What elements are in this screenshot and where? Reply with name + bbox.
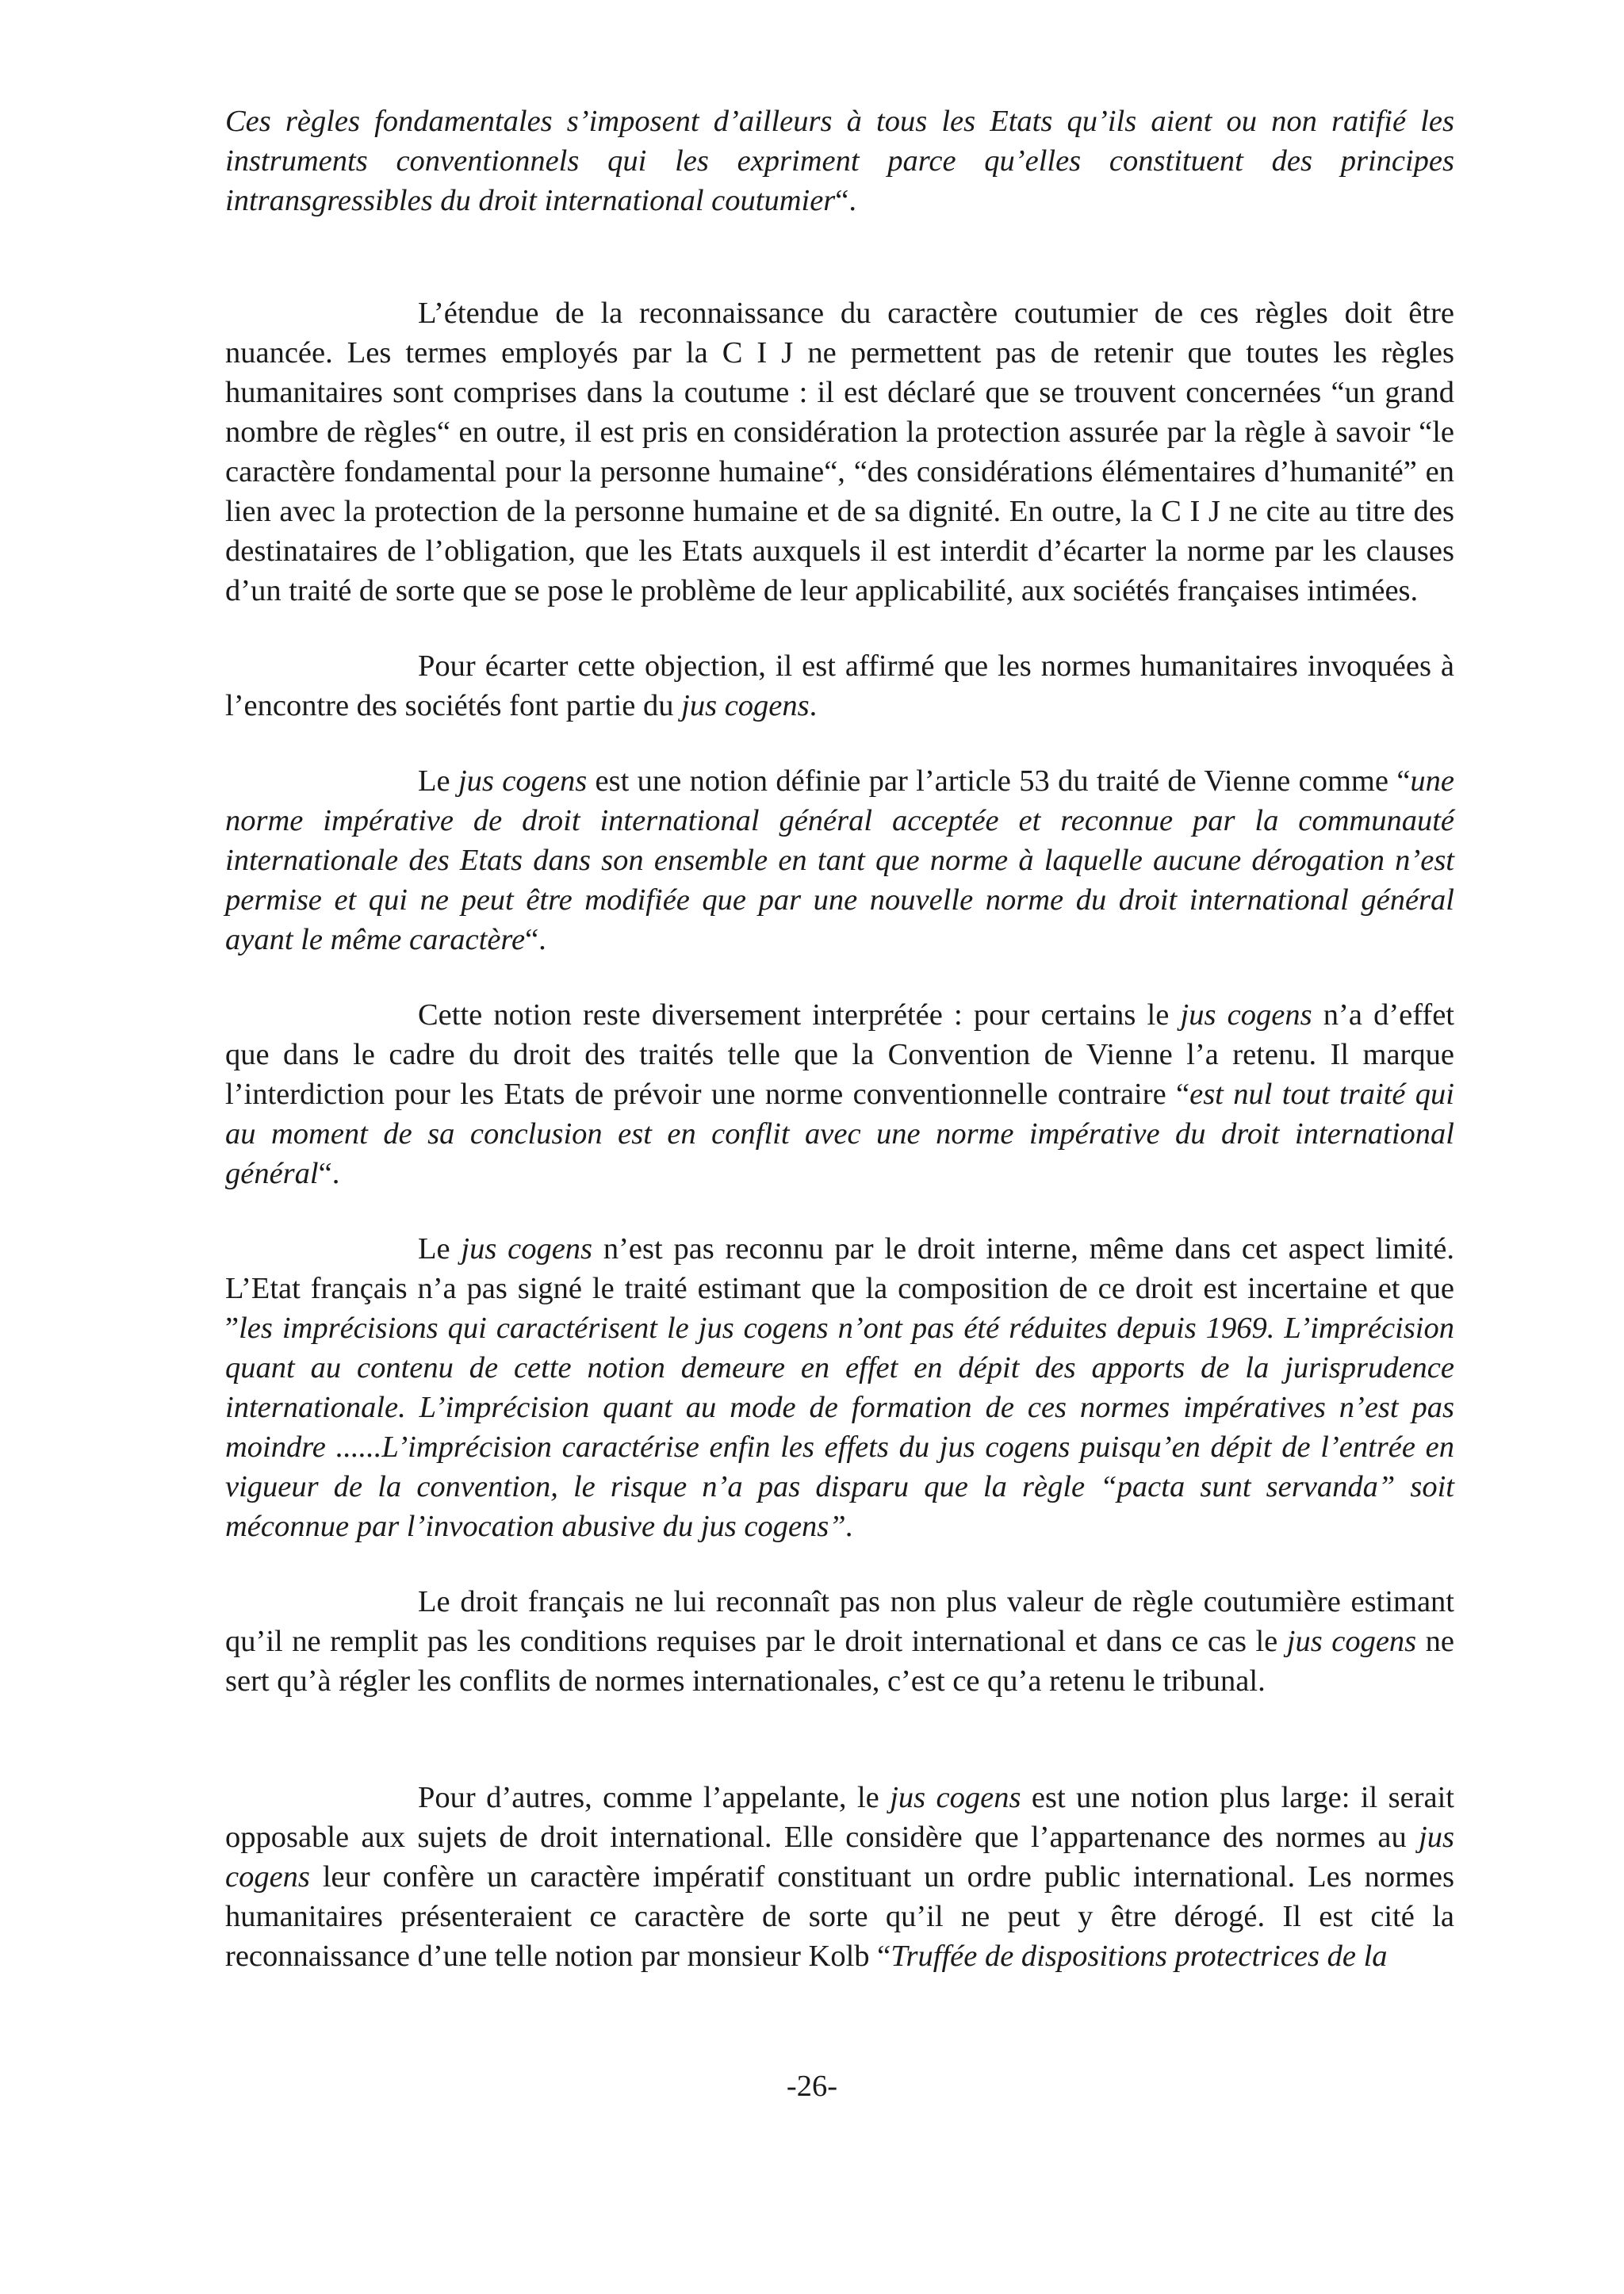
- italic-text-segment: jus cogens: [461, 1232, 593, 1266]
- italic-text-segment: jus cogens: [1286, 1625, 1417, 1658]
- text-segment: leur confère un caractère impératif constituant un ordre public international. Les normes humanitaires présenteraient ce caractère de sorte qu’il ne peut y être dérogé. Il est cité la reconnaissance d’une telle notion par monsieur Kolb “: [225, 1860, 1454, 1973]
- page-number: -26-: [786, 2070, 838, 2103]
- text-segment: Le droit français ne lui reconnaît pas non plus valeur de règle coutumière estimant qu’il ne remplit pas les conditions requises par le droit international et dans ce cas le: [225, 1585, 1454, 1658]
- text-segment: n’est pas reconnu par le droit interne, même dans cet aspect limité. L’Etat français n’a pas signé le traité estimant que la composition de ce droit est incertaine et que ”: [225, 1232, 1455, 1345]
- italic-text-segment: une norme impérative de droit international général acceptée et reconnue par la communauté internationale des Etats dans son ensemble en tant que norme à laquelle aucune dérogation n’est permise et qui ne peut être modifiée que par une nouvelle norme du droit international général ayant le même caractère: [225, 764, 1454, 956]
- text-segment: n’a d’effet que dans le cadre du droit des traités telle que la Convention de Vienne l’a retenu. Il marque l’interdiction pour les Etats de prévoir une norme conventionnelle contraire “: [225, 998, 1454, 1111]
- text-segment: L’étendue de la reconnaissance du caractère coutumier de ces règles doit être nuancée. Les termes employés par la C I J ne permettent pas de retenir que toutes les règles humanitaires sont comprises dans la coutume : il est déclaré que se trouvent concernées “un grand nombre de règles“ en outre, il est pris en considération la protection assurée par la règle à savoir “le caractère fondamental pour la personne humaine“, “des considérations élémentaires d’humanité” en lien avec la protection de la personne humaine et de sa dignité. En outre, la C I J ne cite au titre des destinataires de l’obligation, que les Etats auxquels il est interdit d’écarter la norme par les clauses d’un traité de sorte que se pose le problème de leur applicabilité, aux sociétés françaises intimées.: [225, 297, 1454, 607]
- paragraph: [225, 293, 1454, 611]
- text-segment: “.: [835, 184, 857, 217]
- text-segment: Pour d’autres, comme l’appelante, le: [418, 1781, 891, 1814]
- paragraph: [225, 101, 1454, 220]
- text-segment: Le: [418, 764, 458, 798]
- italic-text-segment: jus cogens: [1180, 998, 1312, 1032]
- text-segment: ne sert qu’à régler les conflits de normes internationales, c’est ce qu’a retenu le tribunal.: [225, 1625, 1455, 1698]
- text-segment: est une notion plus large: il serait opposable aux sujets de droit international. Elle considère que l’appartenance des normes au: [225, 1781, 1455, 1854]
- text-segment: est une notion définie par l’article 53 du traité de Vienne comme “: [587, 764, 1411, 798]
- italic-text-segment: jus cogens: [458, 764, 588, 798]
- text-segment: “.: [525, 923, 546, 956]
- italic-text-segment: jus cogens: [681, 689, 810, 722]
- text-segment: .: [809, 689, 818, 722]
- italic-text-segment: Ces règles fondamentales s’imposent d’ailleurs à tous les Etats qu’ils aient ou non ratifié les instruments conventionnels qui les expriment parce qu’elles constituent des principes intransgressibles du droit international coutumier: [225, 105, 1454, 217]
- italic-text-segment: jus cogens: [225, 1821, 1454, 1894]
- paragraph: [225, 1778, 1454, 1976]
- italic-text-segment: Truffée de dispositions protectrices de la: [891, 1940, 1388, 1973]
- text-segment: “.: [318, 1157, 340, 1190]
- text-segment: Cette notion reste diversement interprétée : pour certains le: [418, 998, 1181, 1032]
- italic-text-segment: est nul tout traité qui au moment de sa conclusion est en conflit avec une norme impérative du droit international général: [225, 1078, 1454, 1190]
- text-segment: Le: [418, 1232, 462, 1266]
- paragraph: [225, 995, 1454, 1193]
- paragraph: [225, 646, 1454, 726]
- italic-text-segment: jus cogens: [890, 1781, 1021, 1814]
- document-page: [225, 101, 1454, 1976]
- paragraph: [225, 761, 1454, 959]
- italic-text-segment: les imprécisions qui caractérisent le jus cogens n’ont pas été réduites depuis 1969. L’imprécision quant au contenu de cette notion demeure en effet en dépit des apports de la jurisprudence internationale. L’imprécision quant au mode de formation de ces normes impératives n’est pas moindre ......L’imprécision caractérise enfin les effets du jus cogens puisqu’en dépit de l’entrée en vigueur de la convention, le risque n’a pas disparu que la règle “pacta sunt servanda” soit méconnue par l’invocation abusive du jus cogens”.: [225, 1312, 1454, 1543]
- paragraph: [225, 1229, 1454, 1546]
- paragraph: [225, 1582, 1454, 1701]
- text-segment: Pour écarter cette objection, il est affirmé que les normes humanitaires invoquées à l’encontre des sociétés font partie du: [225, 649, 1454, 722]
